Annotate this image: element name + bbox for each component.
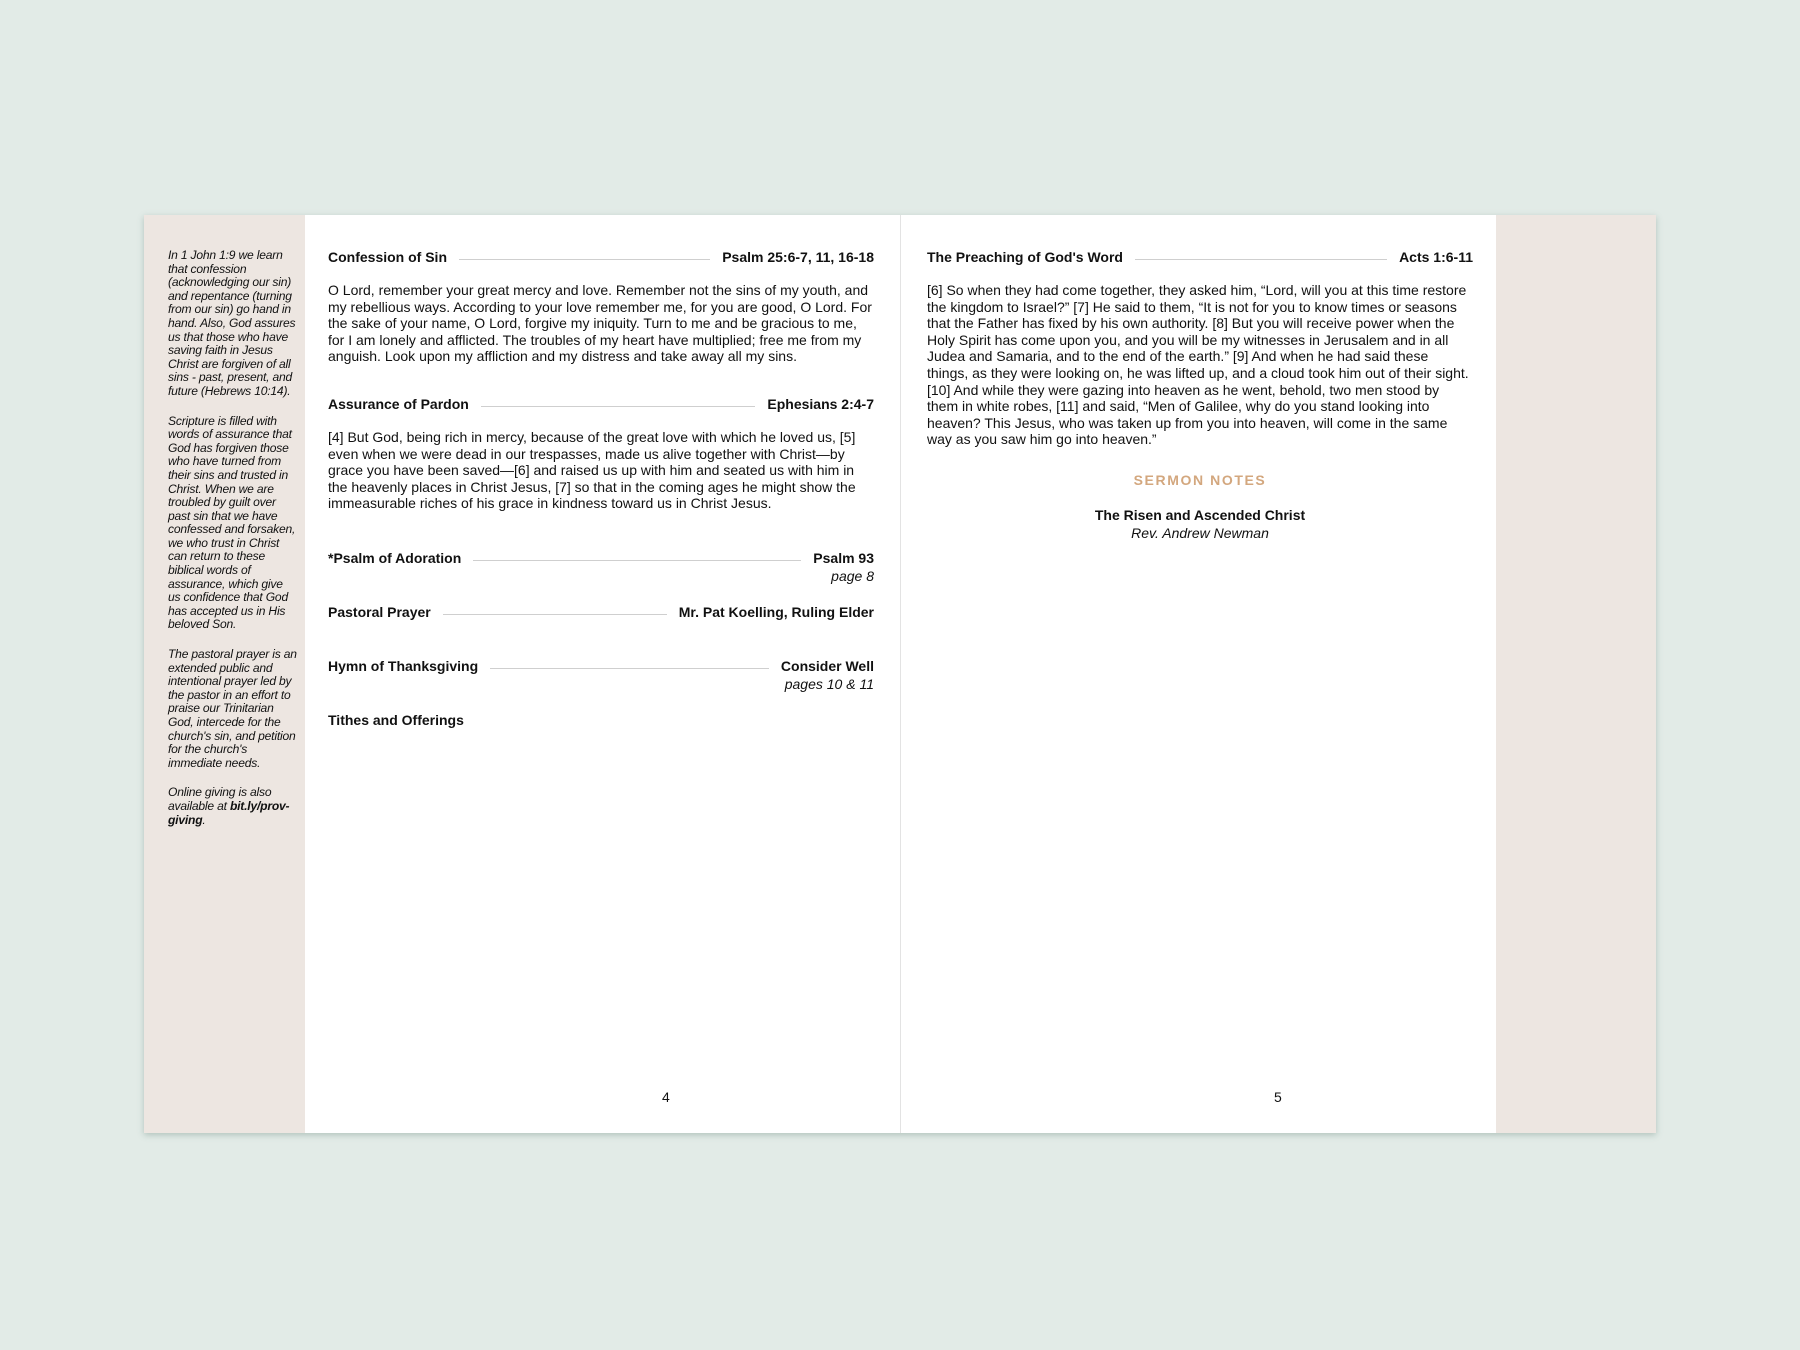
leader-rule: [1135, 248, 1387, 260]
prayer-heading: [328, 603, 874, 621]
hymn-label: Hymn of Thanksgiving: [328, 657, 479, 674]
page-right: [901, 215, 1496, 1133]
prayer-label: Pastoral Prayer: [328, 603, 431, 620]
assurance-label: Assurance of Pardon: [328, 395, 469, 412]
assurance-text: [4] But God, being rich in mercy, because of the great love with which he loved us, [5] even when we were dead in our trespasses, made us alive together with Christ—by grace you have been saved—[6] and raised us up with him and seated us with him in the heavenly places in Christ Jesus, [7] so that in the coming ages he might show the immeasurable riches of his grace in kindness toward us in Christ Jesus.: [328, 428, 856, 512]
tithes-heading: [328, 711, 874, 729]
sermon-notes-heading: SERMON NOTES: [1133, 471, 1267, 488]
preaching-heading: [927, 248, 1473, 266]
right-margin: [1496, 215, 1656, 1133]
tithes-label: Tithes and Offerings: [328, 711, 464, 728]
leader-rule: [481, 395, 756, 407]
page-left: [305, 215, 901, 1133]
confession-text: O Lord, remember your great mercy and love. Remember not the sins of my youth, and my rebellious ways. According to your love remember me, for you are good, O Lord. For the sake of your name, O Lord, forgive my iniquity. Turn to me and be gracious to me, for I am lonely and afflicted. The troubles of my heart have multiplied; free me from my anguish. Look upon my affliction and my distress and take away all my sins.: [328, 282, 872, 365]
leader-rule: [490, 657, 769, 669]
confession-heading: [328, 248, 874, 266]
page-left-content: [328, 248, 874, 729]
psalm-ref: Psalm 93: [813, 549, 874, 566]
note-prayer: The pastoral prayer is an extended public and intentional prayer led by the pastor in an effort to praise our Trinitarian God, intercede for the church's sin, and petition for the church's immediate needs.: [168, 647, 297, 770]
page-number-right: 5: [1274, 1089, 1282, 1105]
preaching-label: The Preaching of God's Word: [927, 249, 1123, 265]
page-right-content: [927, 248, 1473, 542]
note-confession: In 1 John 1:9 we learn that confession (acknowledging our sin) and repentance (turning from our sin) go hand in hand. Also, God assures us that those who have saving faith in Jesus Christ are forgiven of all sins - past, present, and future (Hebrews 10:14).: [168, 248, 296, 398]
psalm-heading: [328, 549, 874, 567]
leader-rule: [443, 603, 667, 615]
note-giving: [168, 786, 298, 827]
sidebar-notes-text: [168, 249, 298, 843]
hymn-ref: Consider Well: [780, 657, 874, 674]
confession-ref: Psalm 25:6-7, 11, 16-18: [722, 249, 874, 265]
preaching-ref: Acts 1:6-11: [1399, 249, 1473, 265]
hymn-pages: pages 10 & 11: [784, 675, 874, 692]
hymn-heading: [328, 657, 874, 675]
prayer-ref: Mr. Pat Koelling, Ruling Elder: [678, 603, 874, 620]
assurance-heading: [328, 395, 874, 413]
note-giving-suffix: .: [202, 812, 206, 827]
assurance-ref: Ephesians 2:4-7: [767, 395, 874, 412]
sidebar-notes: [144, 215, 305, 1133]
bulletin-spread: [144, 215, 1656, 1133]
note-giving-prefix: Online giving is also available at: [168, 785, 272, 813]
giving-link[interactable]: bit.ly/prov-giving: [168, 798, 290, 827]
psalm-label: *Psalm of Adoration: [328, 549, 462, 566]
psalm-page: page 8: [831, 567, 874, 584]
sermon-speaker: Rev. Andrew Newman: [1131, 524, 1269, 541]
confession-label: Confession of Sin: [328, 249, 447, 265]
page-number-left: 4: [662, 1089, 670, 1105]
leader-rule: [459, 248, 710, 260]
leader-rule: [473, 549, 801, 561]
sermon-title: The Risen and Ascended Christ: [1094, 506, 1306, 523]
preaching-text: [6] So when they had come together, they asked him, “Lord, will you at this time restore the kingdom to Israel?” [7] He said to them, “It is not for you to know times or seasons that the Father has fixed by his own authority. [8] But you will receive power when the Holy Spirit has come upon you, and you will be my witnesses in Jerusalem and in all Judea and Samaria, and to the end of the earth.” [9] And when he had said these things, as they were looking on, he was lifted up, and a cloud took him out of their sight. [10] And while they were gazing into heaven as he went, behold, two men stood by them in white robes, [11] and said, “Men of Galilee, why do you stand looking into heaven? This Jesus, who was taken up from you into heaven, will come in the same way as you saw him go into heaven.”: [927, 282, 1469, 448]
note-assurance: Scripture is filled with words of assurance that God has forgiven those who have turned from their sins and trusted in Christ. When we are troubled by guilt over past sin that we have confessed and forsaken, we who trust in Christ can return to these biblical words of assurance, which give us confidence that God has accepted us in His beloved Son.: [168, 413, 296, 632]
